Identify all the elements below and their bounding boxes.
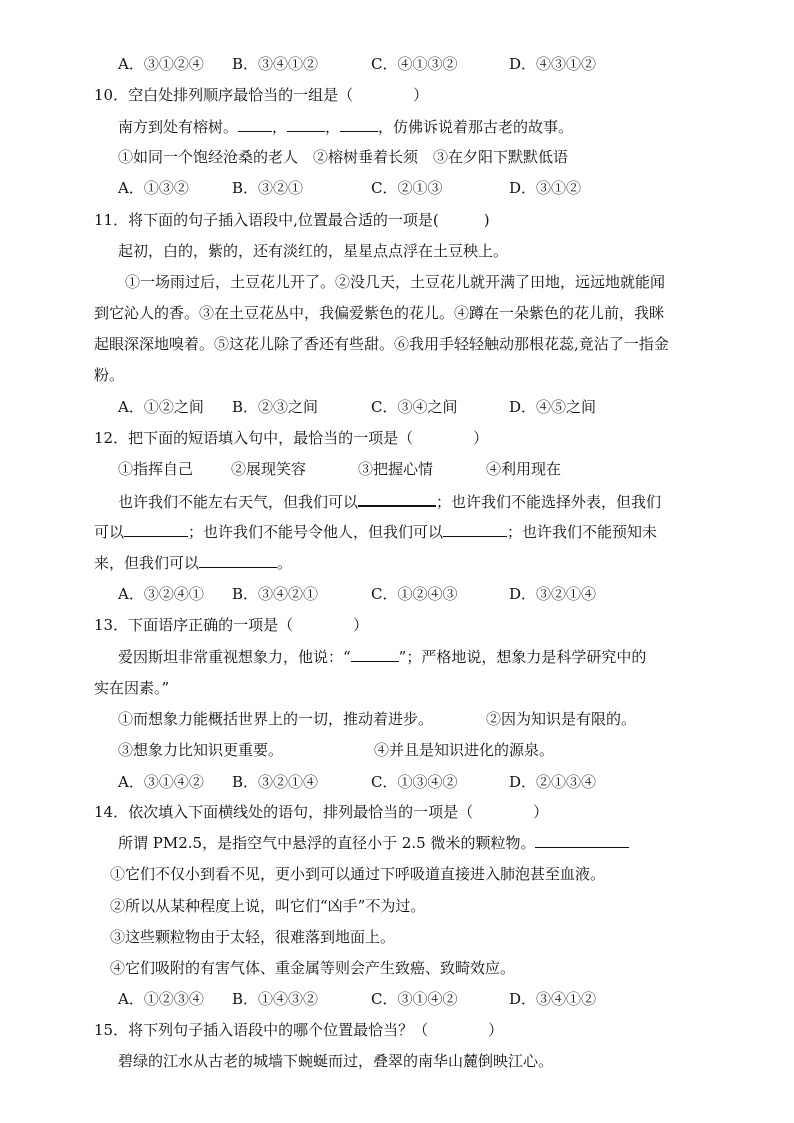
q11-sentence: 起初，白的，紫的，还有淡红的，星星点点浮在土豆秧上。 (118, 242, 509, 260)
q10-title: 10．空白处排列顺序最恰当的一组是（ ） (94, 86, 429, 104)
q12-options-row (118, 583, 718, 605)
q12-phrase-1: ①指挥自己 (118, 460, 194, 478)
q9-option-b: B．③④①② (232, 55, 319, 73)
q13-option-c: C．①③④② (371, 773, 458, 791)
q12-passage-line-2 (94, 521, 657, 543)
q11-option-c: C．③④之间 (371, 398, 458, 416)
q11-passage-line-4: 粉。 (94, 366, 125, 384)
q12-text-3a: 来，但我们可以 (94, 554, 200, 572)
q14-option-d: D．③④①② (509, 990, 597, 1008)
q12-title: 12．把下面的短语填入句中，最恰当的一项是（ ） (94, 429, 489, 447)
q14-passage-text: 所谓 PM2.5，是指空气中悬浮的直径小于 2.5 微米的颗粒物。 (118, 834, 536, 852)
q13-blank (351, 646, 399, 662)
q13-passage-line-1 (118, 646, 646, 668)
q10-option-c: C．②①③ (371, 179, 443, 197)
q10-option-b: B．③②① (232, 179, 304, 197)
q11-passage-line-3: 起眼深深地嗅着。⑤这花儿除了香还有些甜。⑥我用手轻轻触动那根花蕊,竟沾了一指金 (94, 335, 669, 353)
q13-title: 13．下面语序正确的一项是（ ） (94, 616, 369, 634)
q13-option-a: A．③①④② (118, 773, 204, 791)
q14-option-c: C．③①④② (371, 990, 458, 1008)
q10-passage (118, 116, 573, 138)
q13-option-b: B．③②①④ (232, 773, 319, 791)
q12-blank-4 (199, 552, 277, 568)
q14-option-a: A．①②③④ (118, 990, 204, 1008)
q12-phrase-4: ④利用现在 (486, 460, 562, 478)
q14-item-1: ①它们不仅小到看不见，更小到可以通过下呼吸道直接进入肺泡甚至血液。 (110, 865, 606, 883)
q11-option-a: A．①②之间 (118, 398, 204, 416)
q13-items-row-2 (118, 739, 738, 761)
q9-options-row (118, 53, 718, 75)
q12-blank-2 (124, 521, 188, 537)
q10-blank-3 (340, 116, 378, 132)
q11-option-d: D．④⑤之间 (509, 398, 597, 416)
q13-item-4: ④并且是知识进化的源泉。 (374, 741, 555, 759)
q12-text-2a: 可以 (94, 523, 125, 541)
q9-option-a: A．③①②④ (118, 55, 204, 73)
q13-option-d: D．②①③④ (509, 773, 597, 791)
q13-options-row (118, 771, 718, 793)
q14-item-3: ③这些颗粒物由于太轻，很难落到地面上。 (110, 928, 396, 946)
q14-item-4: ④它们吸附的有害气体、重金属等则会产生致癌、致畸效应。 (110, 959, 516, 977)
q12-text-2c: ；也许我们不能预知未 (507, 523, 658, 541)
q11-option-b: B．②③之间 (232, 398, 319, 416)
q10-passage-start: 南方到处有榕树。 (118, 118, 239, 136)
q14-options-row (118, 988, 718, 1010)
q12-option-d: D．③②①④ (509, 585, 597, 603)
q9-option-d: D．④③①② (509, 55, 597, 73)
q11-options-row (118, 396, 718, 418)
q13-passage-line-2: 实在因素。” (94, 679, 170, 697)
q13-text-a: 爱因斯坦非常重视想象力，他说：“ (118, 648, 351, 666)
q12-option-c: C．①②④③ (371, 585, 458, 603)
q12-option-b: B．③④②① (232, 585, 319, 603)
q12-text-3b: 。 (277, 554, 293, 572)
q10-sep-2: ， (325, 118, 341, 136)
q12-text-2b: ；也许我们不能号令他人，但我们可以 (188, 523, 444, 541)
q11-title: 11．将下面的句子插入语段中,位置最合适的一项是( ) (94, 211, 490, 229)
q12-phrase-3: ③把握心情 (358, 460, 434, 478)
q13-text-b: ”；严格地说，想象力是科学研究中的 (398, 648, 647, 666)
q9-option-c: C．④①③② (371, 55, 458, 73)
q12-phrases-row (118, 458, 718, 480)
q12-blank-3 (443, 521, 507, 537)
q11-passage-line-1: ①一场雨过后，土豆花儿开了。②没几天，土豆花儿就开满了田地，远远地就能闻 (125, 273, 666, 291)
q13-item-1: ①而想象力能概括世界上的一切，推动着进步。 (118, 710, 434, 728)
q10-blank-1 (238, 116, 272, 132)
q14-passage (118, 832, 629, 854)
q14-option-b: B．①④③② (232, 990, 319, 1008)
q10-options-row (118, 177, 718, 199)
q15-title: 15．将下列句子插入语段中的哪个位置最恰当？（ ） (94, 1021, 504, 1039)
q12-passage-line-3 (94, 552, 292, 574)
q12-text-1a: 也许我们不能左右天气，但我们可以 (118, 493, 359, 511)
q11-passage-line-2: 到它沁人的香。③在土豆花丛中，我偏爱紫色的花儿。④蹲在一朵紫色的花儿前，我眯 (94, 304, 665, 322)
q14-blank (535, 832, 629, 848)
q10-blank-2 (287, 116, 325, 132)
q12-blank-1 (358, 490, 436, 507)
q14-title: 14．依次填入下面横线处的语句，排列最恰当的一项是（ ） (94, 803, 549, 821)
q13-items-row-1 (118, 708, 738, 730)
q10-passage-end: ，仿佛诉说着那古老的故事。 (378, 118, 574, 136)
q13-item-2: ②因为知识是有限的。 (486, 710, 637, 728)
q12-passage-line-1 (118, 490, 661, 512)
q15-passage: 碧绿的江水从古老的城墙下蜿蜒而过，叠翠的南华山麓倒映江心。 (118, 1052, 554, 1070)
q10-items: ①如同一个饱经沧桑的老人 ②榕树垂着长须 ③在夕阳下默默低语 (118, 148, 569, 166)
q14-item-2: ②所以从某种程度上说，叫它们“凶手”不为过。 (110, 897, 426, 915)
q10-option-d: D．③①② (509, 179, 582, 197)
q12-option-a: A．③②④① (118, 585, 204, 603)
q12-text-1b: ；也许我们不能选择外表，但我们 (436, 493, 662, 511)
q13-item-3: ③想象力比知识更重要。 (118, 741, 284, 759)
q10-sep-1: ， (272, 118, 288, 136)
q10-option-a: A．①③② (118, 179, 189, 197)
q12-phrase-2: ②展现笑容 (231, 460, 307, 478)
